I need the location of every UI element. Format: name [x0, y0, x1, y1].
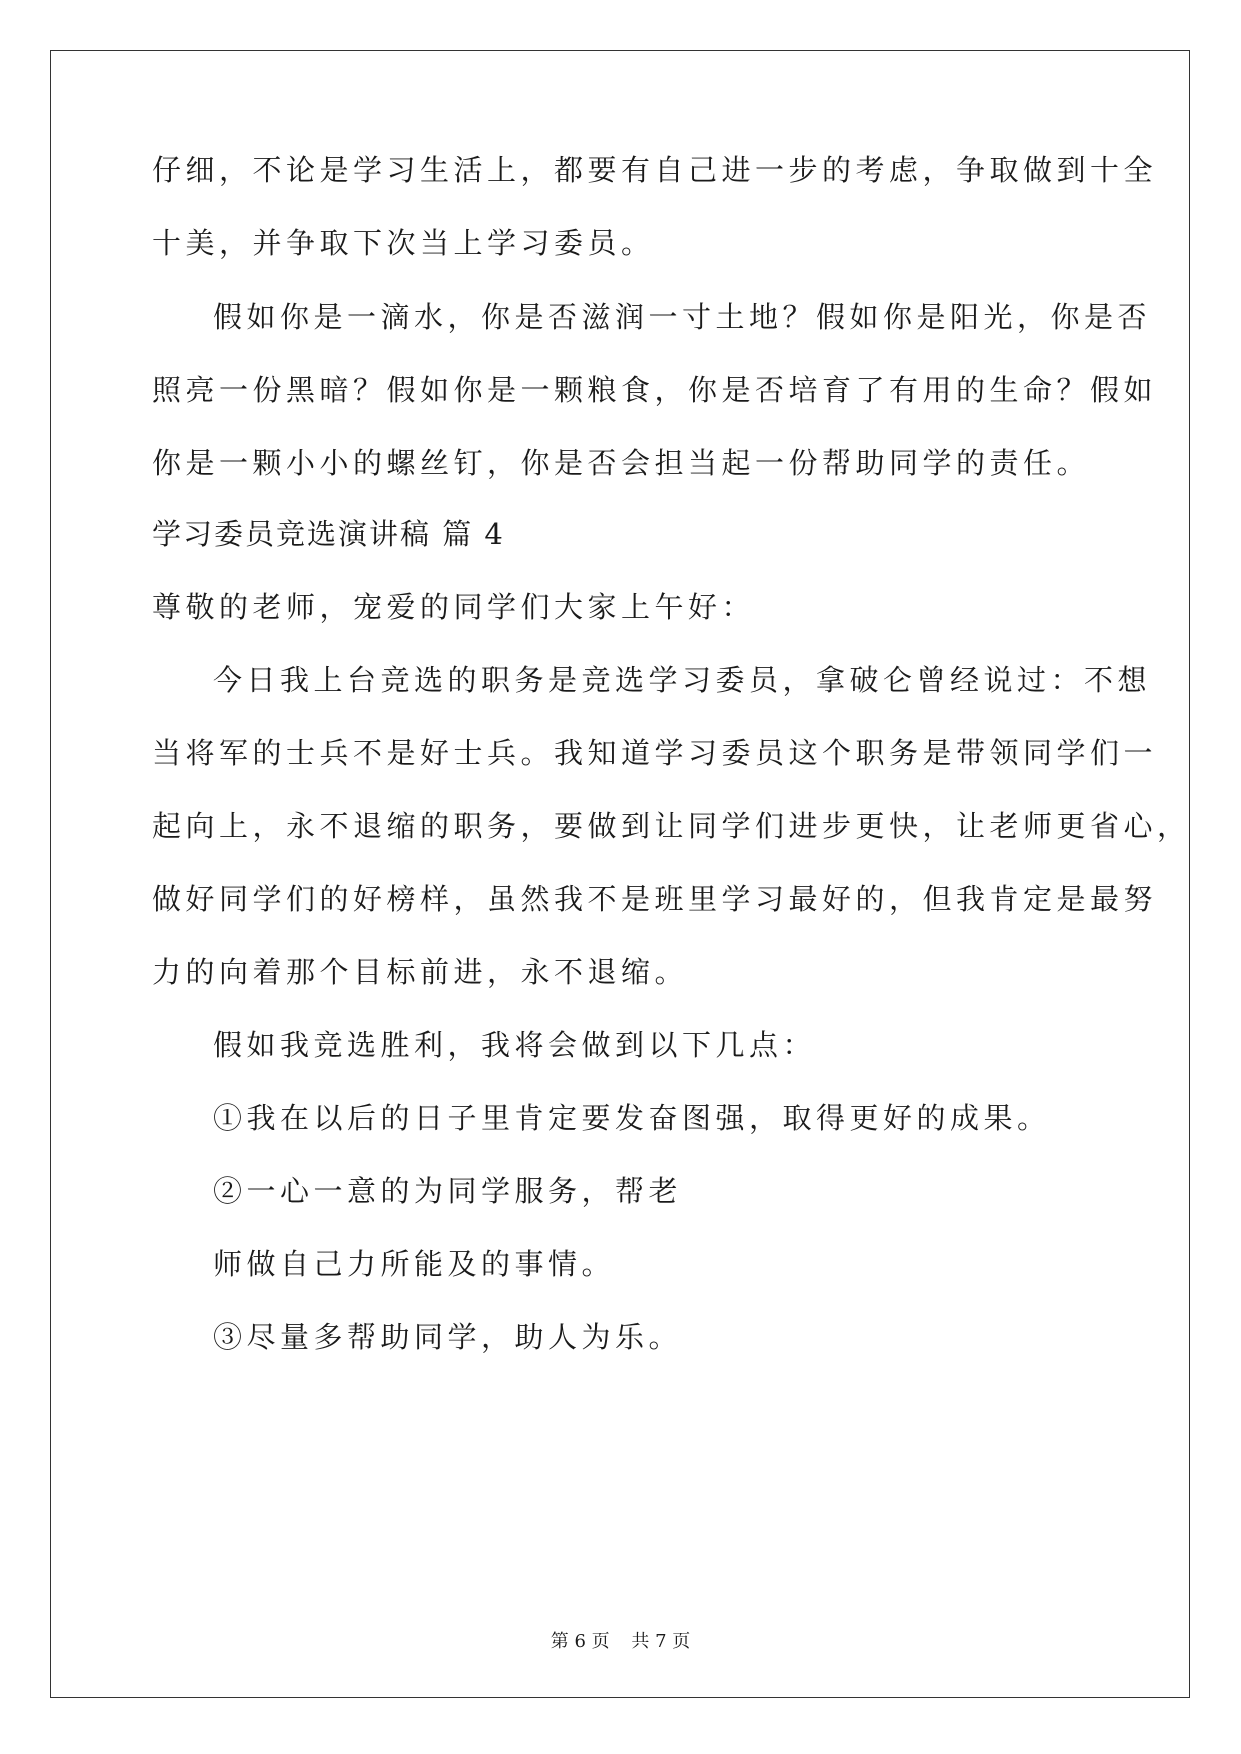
body-text-line: 力的向着那个目标前进，永不退缩。 [152, 955, 689, 989]
body-text-line: 照亮一份黑暗？假如你是一颗粮食，你是否培育了有用的生命？假如 [152, 373, 1158, 407]
list-item: ①我在以后的日子里肯定要发奋图强，取得更好的成果。 [213, 1101, 1051, 1135]
list-item: ③尽量多帮助同学，助人为乐。 [213, 1320, 683, 1354]
list-item: ②一心一意的为同学服务，帮老 [213, 1174, 683, 1208]
body-text-line: 今日我上台竞选的职务是竞选学习委员，拿破仑曾经说过：不想 [213, 663, 1152, 697]
section-heading: 学习委员竞选演讲稿 篇 4 [152, 517, 505, 551]
body-text-line: 假如我竞选胜利，我将会做到以下几点： [213, 1028, 817, 1062]
body-text-line: 做好同学们的好榜样，虽然我不是班里学习最好的，但我肯定是最努 [152, 882, 1158, 916]
body-text-line: 假如你是一滴水，你是否滋润一寸土地？假如你是阳光，你是否 [213, 300, 1152, 334]
body-text-line: 起向上，永不退缩的职务，要做到让同学们进步更快，让老师更省心， [152, 809, 1191, 843]
body-text-line: 当将军的士兵不是好士兵。我知道学习委员这个职务是带领同学们一 [152, 736, 1158, 770]
page-footer [0, 1630, 1241, 1654]
page-total: 共 7 页 [631, 1631, 691, 1652]
page-border [50, 50, 1190, 1698]
list-item-continuation: 师做自己力所能及的事情。 [213, 1247, 616, 1281]
page-number: 第 6 页 [550, 1631, 610, 1652]
body-text-line: 仔细，不论是学习生活上，都要有自己进一步的考虑，争取做到十全 [152, 153, 1158, 187]
body-text-line: 你是一颗小小的螺丝钉，你是否会担当起一份帮助同学的责任。 [152, 446, 1091, 480]
body-text-line: 十美，并争取下次当上学习委员。 [152, 226, 655, 260]
greeting-line: 尊敬的老师，宠爱的同学们大家上午好： [152, 590, 756, 624]
